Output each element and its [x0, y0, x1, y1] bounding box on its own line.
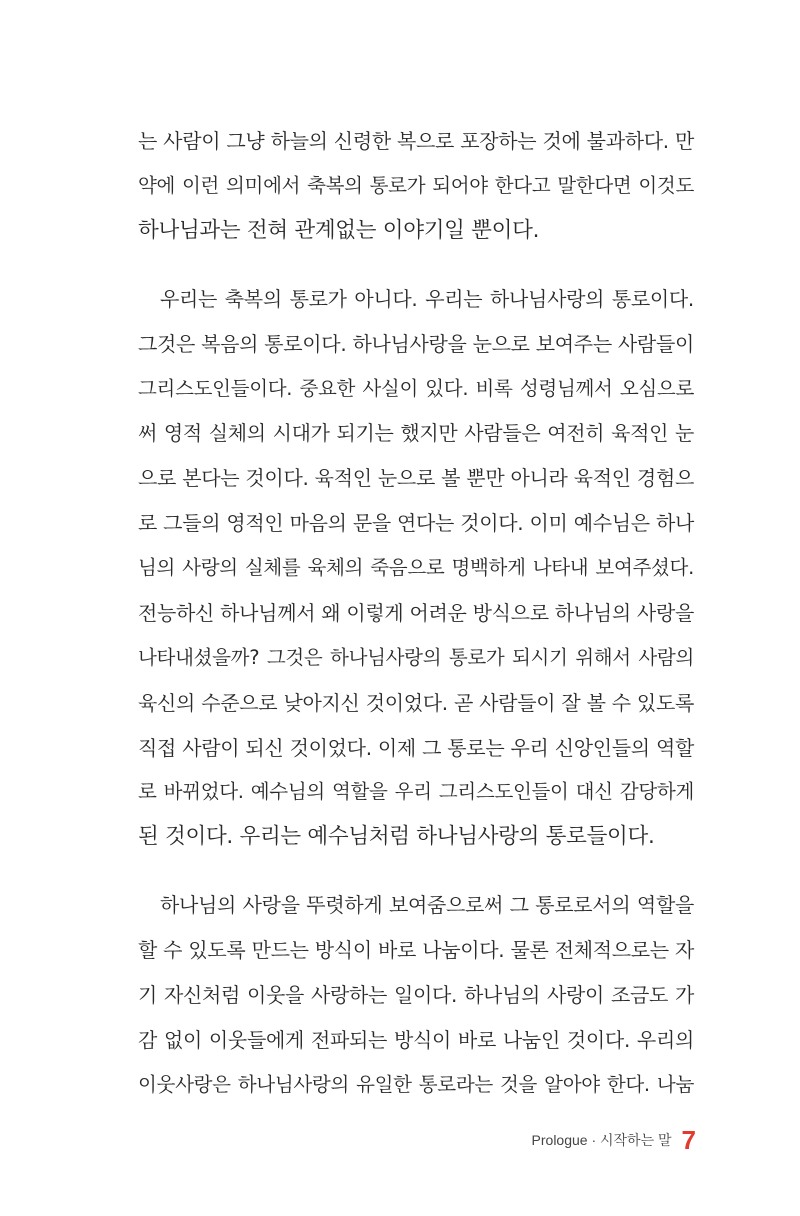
body-line: 직접 사람이 되신 것이었다. 이제 그 통로는 우리 신앙인들의 역할	[138, 736, 694, 760]
body-line: 으로 본다는 것이다. 육적인 눈으로 볼 뿐만 아니라 육적인 경험으	[138, 466, 694, 490]
body-line: 나타내셨을까? 그것은 하나님사랑의 통로가 되시기 위해서 사람의	[138, 646, 694, 669]
page-footer	[532, 1120, 696, 1160]
body-line: 하나님과는 전혀 관계없는 이야기일 뿐이다.	[138, 218, 540, 243]
body-line: 그것은 복음의 통로이다. 하나님사랑을 눈으로 보여주는 사람들이	[138, 332, 694, 356]
body-line: 육신의 수준으로 낮아지신 것이었다. 곧 사람들이 잘 볼 수 있도록	[138, 691, 694, 715]
body-line: 로 그들의 영적인 마음의 문을 연다는 것이다. 이미 예수님은 하나	[138, 511, 694, 535]
body-line: 전능하신 하나님께서 왜 이렇게 어려운 방식으로 하나님의 사랑을	[138, 601, 694, 625]
page-number: 7	[681, 1124, 696, 1155]
body-line: 이웃사랑은 하나님사랑의 유일한 통로라는 것을 알아야 한다. 나눔	[138, 1073, 694, 1096]
body-line: 하나님의 사랑을 뚜렷하게 보여줌으로써 그 통로로서의 역할을	[160, 893, 694, 917]
body-line: 약에 이런 의미에서 축복의 통로가 되어야 한다고 말한다면 이것도	[138, 174, 694, 197]
body-line: 로 바뀌었다. 예수님의 역할을 우리 그리스도인들이 대신 감당하게	[138, 780, 694, 803]
body-line: 된 것이다. 우리는 예수님처럼 하나님사랑의 통로들이다.	[138, 824, 655, 849]
body-line: 님의 사랑의 실체를 육체의 죽음으로 명백하게 나타내 보여주셨다.	[138, 556, 694, 579]
body-line: 는 사람이 그냥 하늘의 신령한 복으로 포장하는 것에 불과하다. 만	[138, 129, 694, 153]
body-line: 할 수 있도록 만드는 방식이 바로 나눔이다. 물론 전체적으로는 자	[138, 938, 694, 962]
body-line: 기 자신처럼 이웃을 사랑하는 일이다. 하나님의 사랑이 조금도 가	[138, 983, 694, 1007]
body-line: 그리스도인들이다. 중요한 사실이 있다. 비록 성령님께서 오심으로	[138, 377, 694, 400]
running-title: Prologue · 시작하는 말	[531, 1132, 672, 1148]
body-line: 감 없이 이웃들에게 전파되는 방식이 바로 나눔인 것이다. 우리의	[138, 1028, 694, 1052]
body-line: 써 영적 실체의 시대가 되기는 했지만 사람들은 여전히 육적인 눈	[138, 421, 694, 445]
body-line: 우리는 축복의 통로가 아니다. 우리는 하나님사랑의 통로이다.	[160, 287, 694, 311]
